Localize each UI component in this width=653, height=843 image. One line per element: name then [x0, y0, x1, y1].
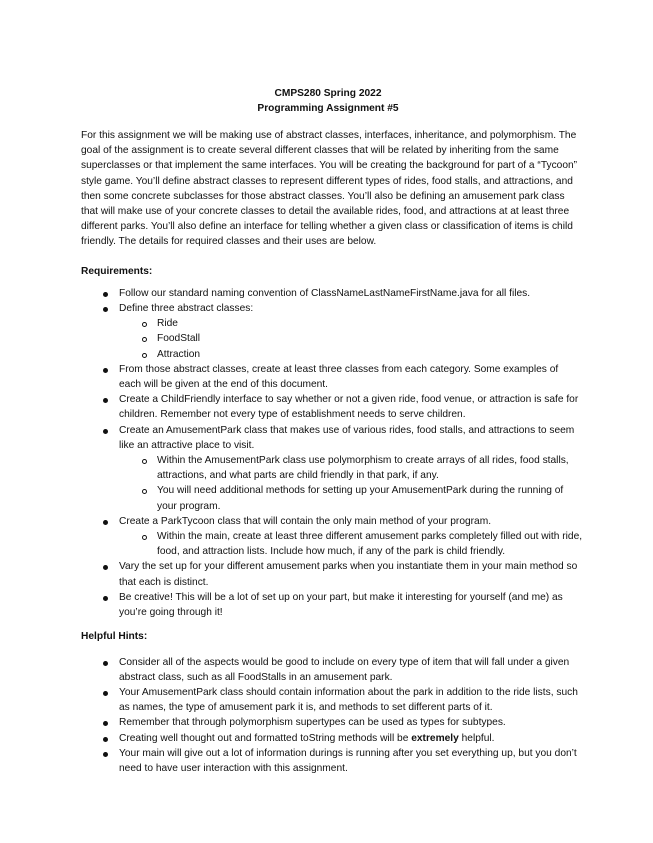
- list-item: Your main will give out a lot of information durings is running after you set everything up, but you don’t need to have user interaction with this assignment.: [81, 746, 583, 776]
- intro-paragraph: For this assignment we will be making use of abstract classes, interfaces, inheritance, and polymorphism. The goal of the assignment is to create several different classes that will be related by inheriting from the same superclasses or that implement the same interfaces. You will be creating the background for part of a “Tycoon” style game. You’ll define abstract classes to represent different types of rides, food stalls, and attractions, and then some concrete subclasses for those abstract classes. You’ll also be defining an amusement park class that will make use of your concrete classes to detail the available rides, food, and attractions at at least three different parks. You’ll also define an interface for telling whether a given class or classification of items is child friendly. The details for required classes and their uses are below.: [81, 130, 578, 248]
- list-item: Within the main, create at least three different amusement parks completely filled out with ride, food, and attraction lists. Include how much, if any of the park is child friendly.: [119, 529, 583, 559]
- list-item: Within the AmusementPark class use polymorphism to create arrays of all rides, food stalls, attractions, and what parts are child friendly in that park, if any.: [119, 453, 583, 483]
- title-course: CMPS280 Spring 2022: [274, 88, 382, 99]
- list-item: Be creative! This will be a lot of set up on your part, but make it interesting for yourself (and me) as you’re going through it!: [81, 590, 583, 620]
- title-assignment: Programming Assignment #5: [257, 103, 399, 114]
- hints-list: [81, 655, 583, 777]
- list-item: Follow our standard naming convention of ClassNameLastNameFirstName.java for all files.: [81, 286, 583, 301]
- list-item: Vary the set up for your different amusement parks when you instantiate them in your main method so that each is distinct.: [81, 559, 583, 589]
- requirements-list: [81, 286, 583, 620]
- list-item: Creating well thought out and formatted toString methods will be extremely helpful.: [81, 731, 583, 746]
- tycoon-sublist: [119, 529, 583, 559]
- list-item: Your AmusementPark class should contain information about the park in addition to the ride lists, such as names, the type of amusement park it is, and methods to set different parts of it.: [81, 685, 583, 715]
- list-item: You will need additional methods for setting up your AmusementPark during the running of your program.: [119, 483, 583, 513]
- abstract-classes-list: [119, 316, 583, 362]
- list-item: Attraction: [119, 347, 583, 362]
- list-item: Define three abstract classes: Ride FoodStall Attraction: [81, 301, 583, 362]
- list-item: Create an AmusementPark class that makes use of various rides, food stalls, and attractions to seem like an attractive place to visit. Within the AmusementPark class use polymorphism to create arrays of all rides, food stalls, attractions, and what parts are child friendly in that park, if any. You will need additional methods for setting up your AmusementPark during the running of your program.: [81, 423, 583, 514]
- requirements-heading: Requirements:: [81, 265, 153, 277]
- document-title: [81, 86, 583, 116]
- list-item: Consider all of the aspects would be good to include on every type of item that will fall under a given abstract class, such as all FoodStalls in an amusement park.: [81, 655, 583, 685]
- list-item: Remember that through polymorphism supertypes can be used as types for subtypes.: [81, 715, 583, 730]
- park-sublist: [119, 453, 583, 514]
- list-item: From those abstract classes, create at least three classes from each category. Some examples of each will be given at the end of this document.: [81, 362, 583, 392]
- list-item: Create a ParkTycoon class that will contain the only main method of your program. Within the main, create at least three different amusement parks completely filled out with ride, food, and attraction lists. Include how much, if any of the park is child friendly.: [81, 514, 583, 560]
- list-item: Ride: [119, 316, 583, 331]
- list-item: FoodStall: [119, 331, 583, 346]
- hints-heading: Helpful Hints:: [81, 631, 148, 643]
- list-item: Create a ChildFriendly interface to say whether or not a given ride, food venue, or attraction is safe for children. Remember not every type of establishment needs to serve children.: [81, 392, 583, 422]
